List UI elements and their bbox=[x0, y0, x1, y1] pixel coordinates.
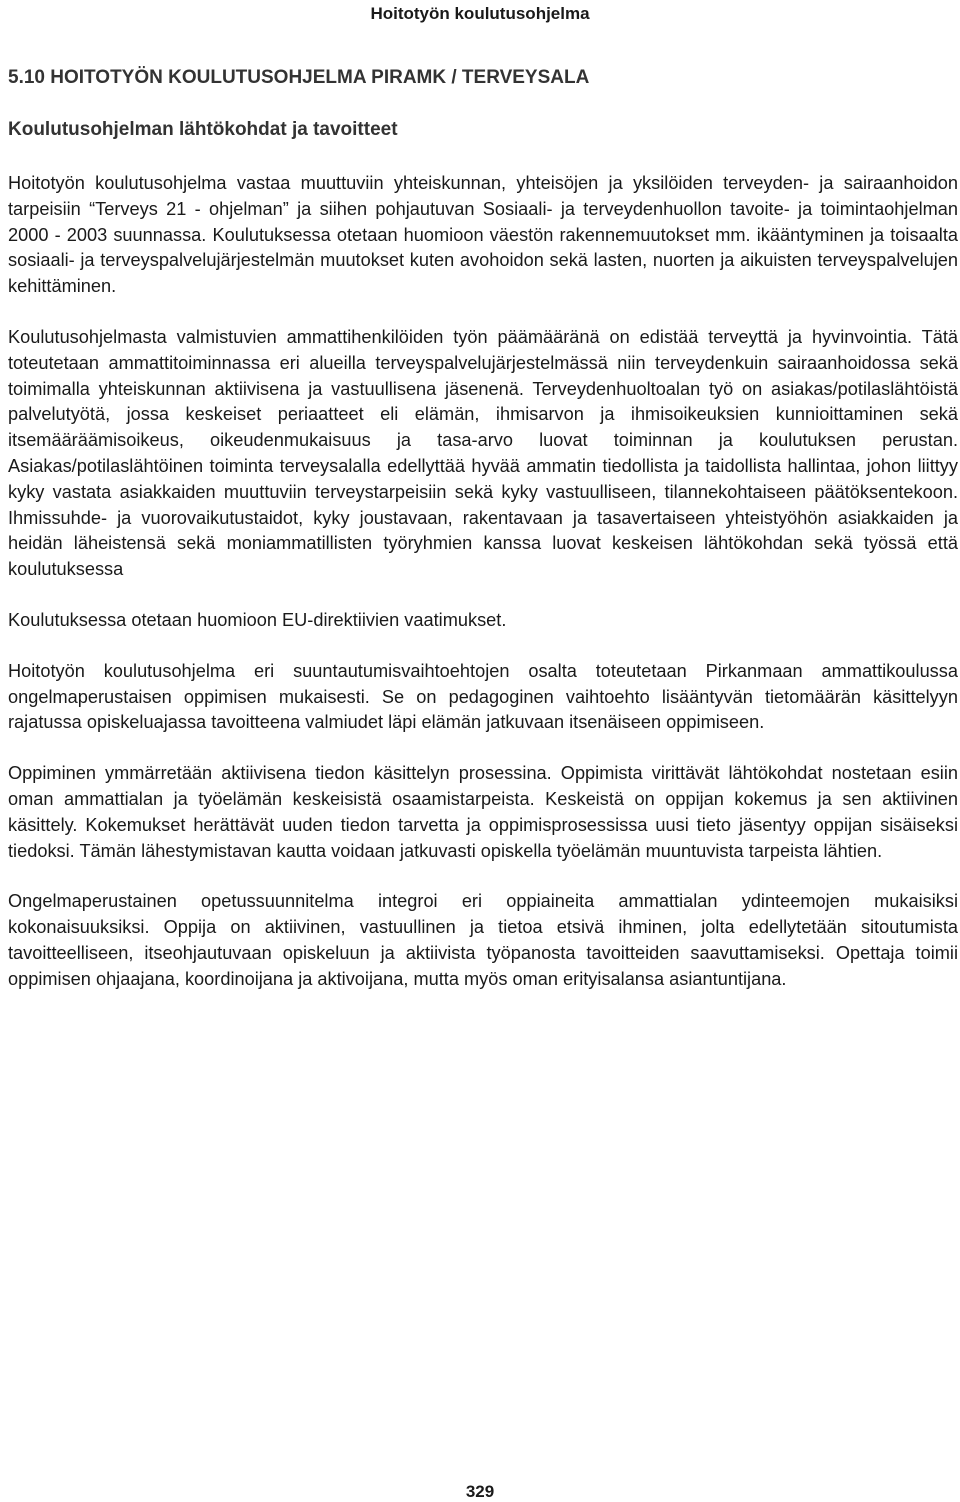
page-number: 329 bbox=[465, 1482, 495, 1501]
paragraph-goals: Koulutusohjelmasta valmistuvien ammattihenkilöiden työn päämääränä on edistää terveyttä ja hyvinvointia. Tätä toteutetaan ammattitoiminnassa eri alueilla terveyspalvelujärjestelmässä niin terveydenkuin sairaanhoidossa sekä toimimalla yhteiskunnan aktiivisena ja vastuullisena jäsenenä. Terveydenhuoltoalan työ on asiakas/potilaslähtöistä palvelutyötä, jossa keskeiset periaatteet eli elämän, ihmisarvon ja ihmisoikeuksien kunnioittaminen sekä itsemääräämisoikeus, oikeudenmukaisuus ja tasa-arvo luovat toiminnan ja koulutuksen perustan. Asiakas/potilaslähtöinen toiminta terveysalalla edellyttää hyvää ammatin tiedollista ja taidollista hallintaa, johon liittyy kyky vastata asiakkaiden muuttuviin terveystarpeisiin sekä kyky vastuulliseen, tilannekohtaiseen päätöksentekoon. Ihmissuhde- ja vuorovaikutustaidot, kyky joustavaan, rakentavaan ja tasavertaiseen yhteistyöhön asiakkaiden ja heidän läheistensä sekä moniammatillisten työryhmien kanssa luovat keskeisen lähtökohdan sekä työssä että koulutuksessa bbox=[8, 326, 958, 580]
running-header: Hoitotyön koulutusohjelma bbox=[370, 4, 590, 23]
paragraph-eu-directives: Koulutuksessa otetaan huomioon EU-direktiivien vaatimukset. bbox=[8, 609, 507, 630]
paragraph-pbl-method: Hoitotyön koulutusohjelma eri suuntautumisvaihtoehtojen osalta toteutetaan Pirkanmaan ammattikoulussa ongelmaperustaisen oppimisen mukaisesti. Se on pedagoginen vaihtoehto lisääntyvän tietomäärän käsittelyyn rajatussa opiskeluajassa tavoitteena valmiudet läpi elämän jatkuvaan itsenäiseen oppimiseen. bbox=[8, 660, 958, 733]
section-heading: 5.10 HOITOTYÖN KOULUTUSOHJELMA PIRAMK / TERVEYSALA bbox=[8, 67, 590, 88]
paragraph-intro: Hoitotyön koulutusohjelma vastaa muuttuviin yhteiskunnan, yhteisöjen ja yksilöiden terveyden- ja sairaanhoidon tarpeisiin “Terveys 21 - ohjelman” ja siihen pohjautuvan Sosiaali- ja terveydenhuollon tavoite- ja toimintaohjelman 2000 - 2003 suunnassa. Koulutuksessa otetaan huomioon väestön rakennemuutokset mm. ikääntyminen ja toisaalta sosiaali- ja terveyspalvelujärjestelmän muutokset kuten avohoidon sekä lasten, nuorten ja aikuisten terveyspalvelujen kehittäminen. bbox=[8, 173, 958, 297]
paragraph-curriculum: Ongelmaperustainen opetussuunnitelma integroi eri oppiaineita ammattialan ydinteemojen mukaisiksi kokonaisuuksiksi. Oppija on aktiivinen, vastuullinen ja tietoa etsivä ihminen, jolta edellytetään sitoutumista tavoitteelliseen, itseohjautuvaan opiskeluun ja aktiivista työpanosta tavoitteiden saavuttamiseksi. Opettaja toimii oppimisen ohjaajana, koordinoijana ja aktivoijana, mutta myös oman erityisalansa asiantuntijana. bbox=[8, 891, 958, 989]
section-subheading: Koulutusohjelman lähtökohdat ja tavoitteet bbox=[8, 119, 398, 140]
body-text bbox=[8, 171, 958, 1018]
paragraph-learning-process: Oppiminen ymmärretään aktiivisena tiedon käsittelyn prosessina. Oppimista virittävät lähtökohdat nostetaan esiin oman ammattialan ja työelämän keskeisistä osaamistarpeista. Keskeistä on oppijan kokemus ja sen aktiivinen käsittely. Kokemukset herättävät uuden tiedon tarvetta ja oppimisprosessissa uusi tieto jäsentyy oppijan sisäiseksi tiedoksi. Tämän lähestymistavan kautta voidaan jatkuvasti opiskella työelämän muuntuvista tarpeista lähtien. bbox=[8, 763, 958, 861]
